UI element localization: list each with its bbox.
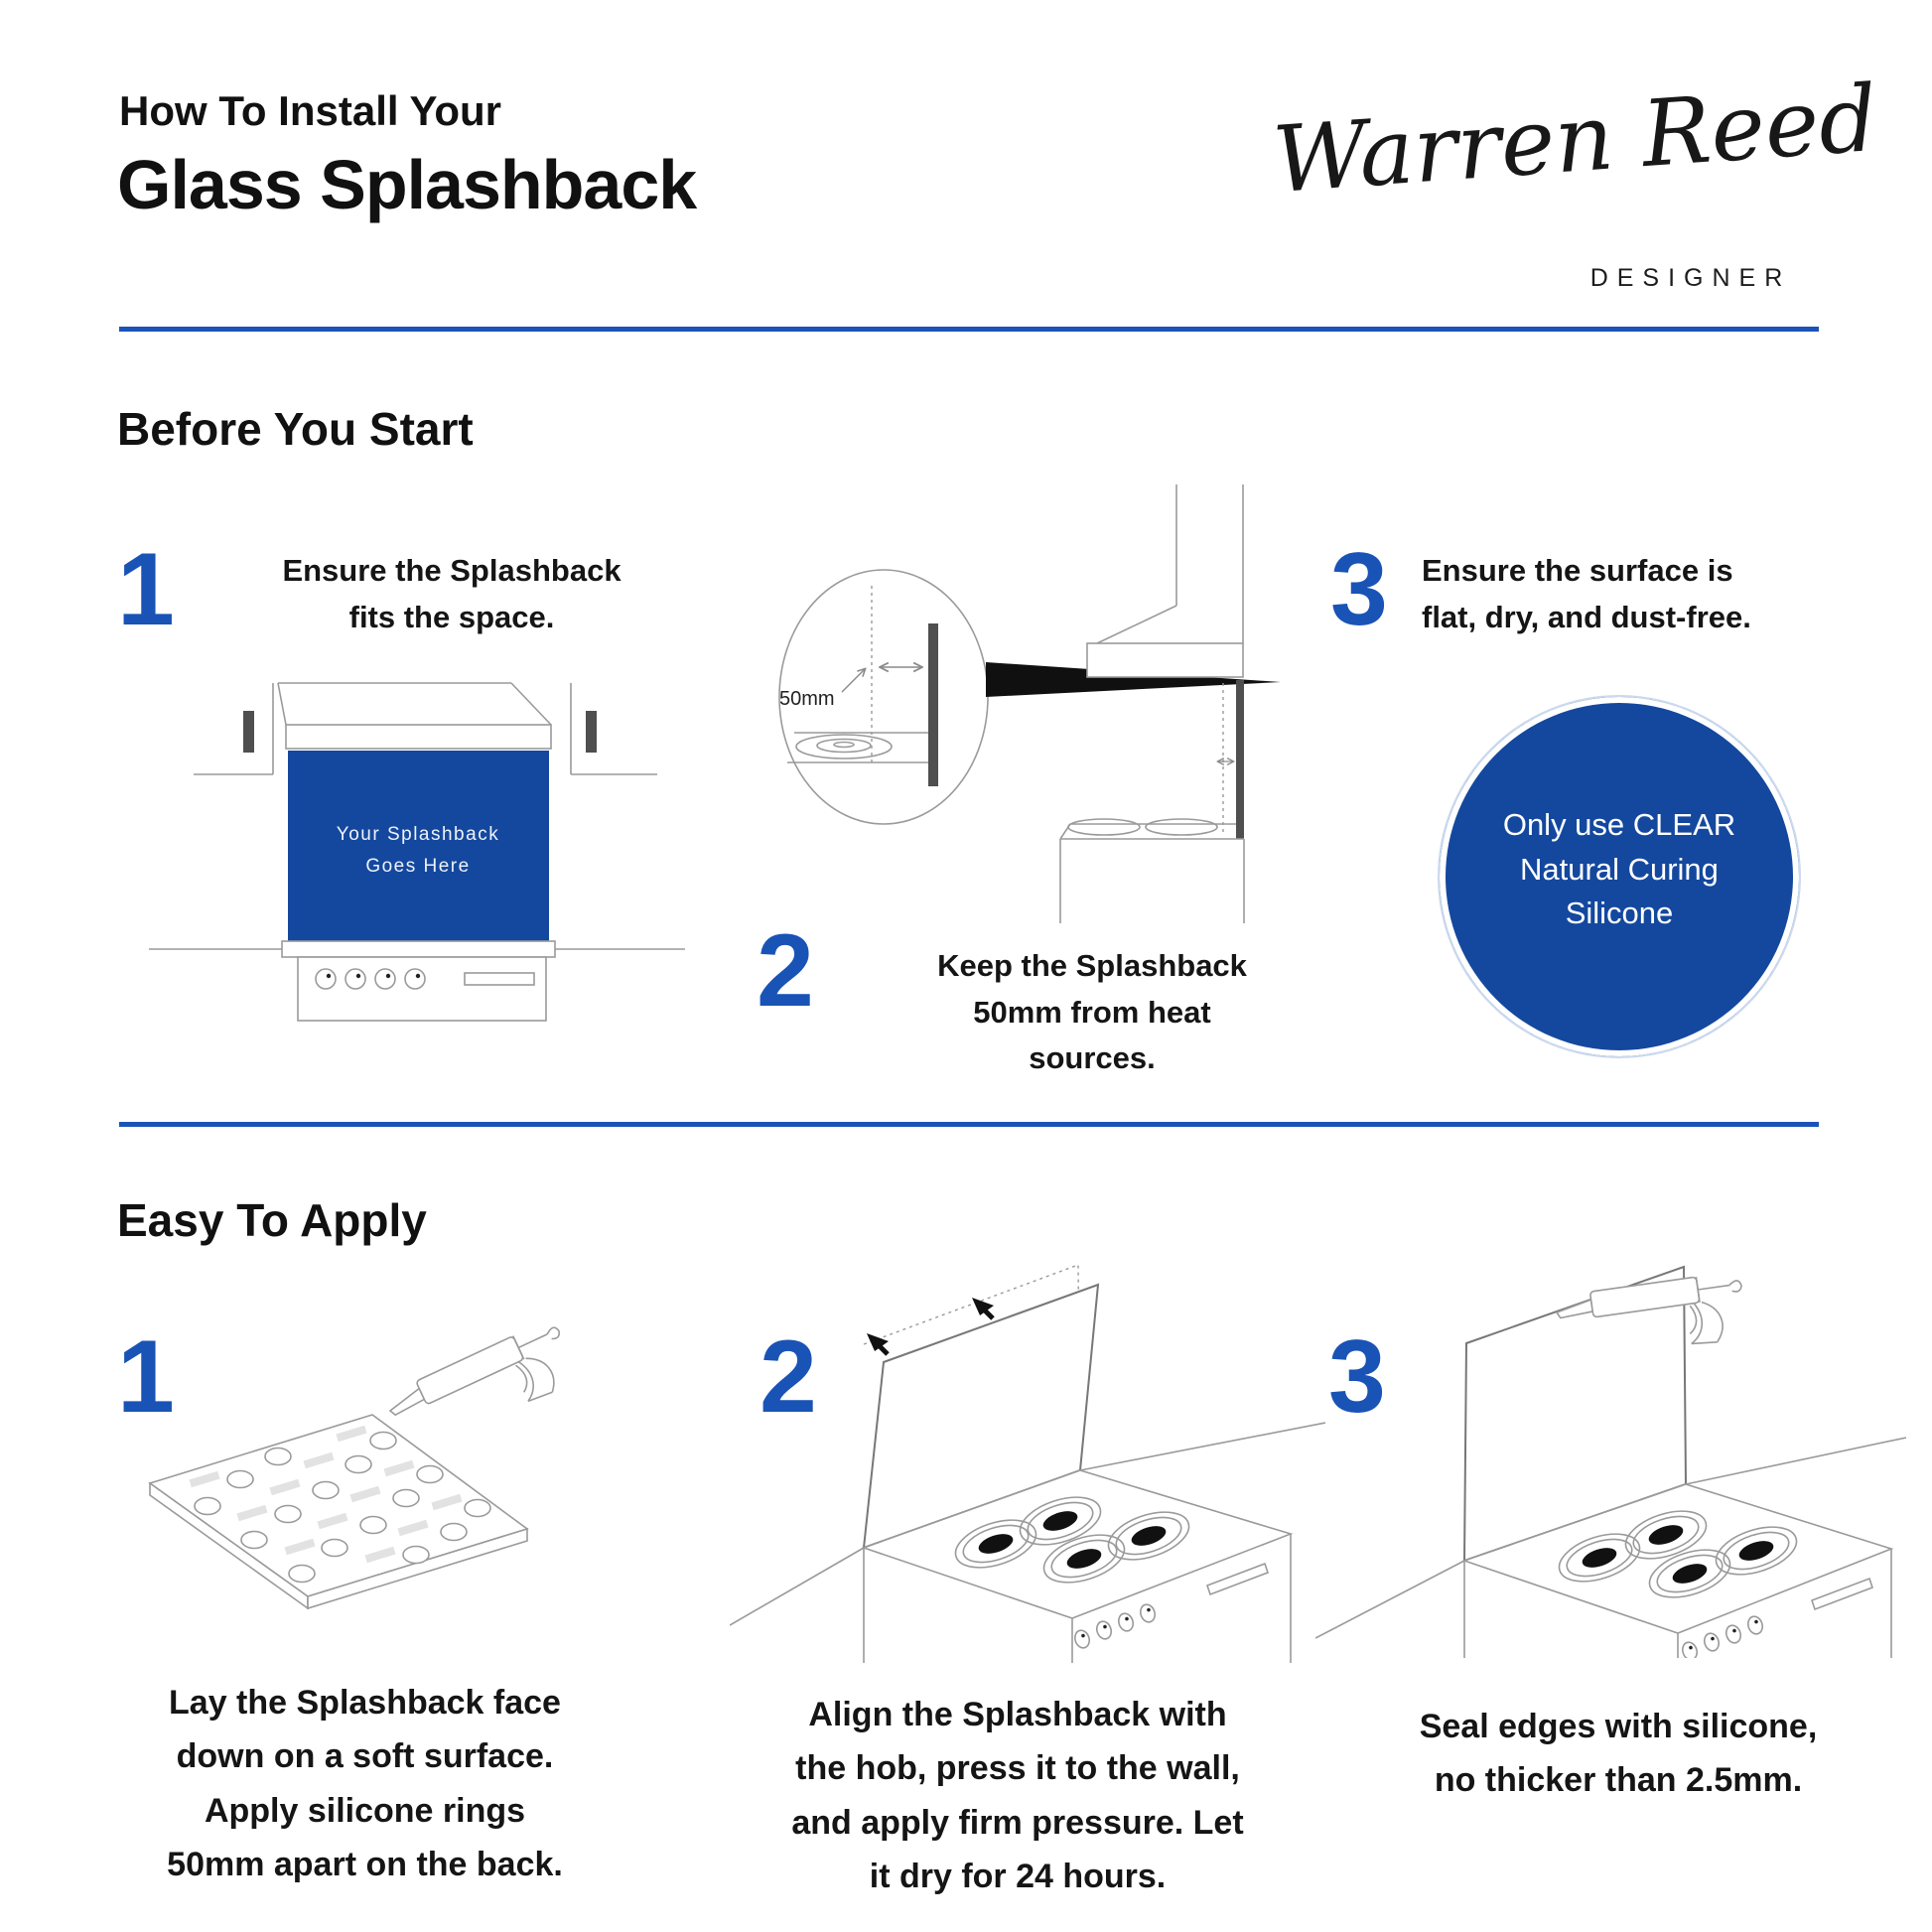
apply-step3-caption: Seal edges with silicone, no thicker than 2.5mm. [1419, 1708, 1818, 1800]
magnifier-detail [779, 570, 988, 824]
divider-top [119, 327, 1819, 332]
apply-step2-caption: Align the Splashback with the hob, press it to the wall, and apply firm pressure. Let it dry for 24 hours. [791, 1696, 1244, 1896]
cooker-front [149, 941, 685, 1021]
splashback-label-line1: Your Splashback [336, 824, 500, 845]
illustration-align-press [730, 1256, 1325, 1663]
brand-logo-subtitle: DESIGNER [1589, 264, 1792, 292]
splashback-label-line2: Goes Here [365, 856, 471, 877]
step3-text: Ensure the surface is flat, dry, and dust-free. [1422, 553, 1751, 634]
section-title-apply: Easy To Apply [117, 1194, 427, 1246]
hood-and-hob-scene [1060, 484, 1244, 923]
step2-text: Keep the Splashback 50mm from heat sources. [937, 948, 1247, 1075]
illustration-heat-gap [740, 477, 1325, 923]
brand-logo-script: Warren Reed [1269, 65, 1881, 214]
splashback-board [150, 1415, 527, 1608]
silicone-badge [1438, 695, 1801, 1058]
handle-slot [1207, 1564, 1268, 1594]
apply-step2-number: 2 [759, 1319, 817, 1435]
caulk-gun-icon [383, 1317, 581, 1457]
cooker-handle-slot [465, 973, 534, 985]
illustration-seal-edges [1315, 1256, 1906, 1658]
divider-middle [119, 1122, 1819, 1127]
step1-number: 1 [117, 532, 175, 647]
splashback-panel [288, 751, 549, 941]
page-title: Glass Splashback [117, 146, 697, 223]
step2-number: 2 [757, 913, 814, 1029]
extractor-hood [278, 683, 551, 749]
apply-step3-number: 3 [1328, 1319, 1386, 1435]
illustration-silicone-rings [84, 1286, 640, 1653]
silicone-badge-text: Only use CLEAR Natural Curing Silicone [1502, 806, 1736, 931]
gap-label: 50mm [779, 688, 835, 710]
apply-step1-number: 1 [117, 1319, 175, 1435]
header-eyebrow: How To Install Your [119, 87, 502, 134]
handle-slot [1812, 1579, 1872, 1609]
step3-number: 3 [1330, 532, 1388, 647]
apply-step1-caption: Lay the Splashback face down on a soft surface. Apply silicone rings 50mm apart on the back. [167, 1684, 563, 1884]
step1-text: Ensure the Splashback fits the space. [282, 553, 621, 634]
illustration-fit-space [149, 663, 685, 1060]
section-title-before: Before You Start [117, 403, 474, 455]
